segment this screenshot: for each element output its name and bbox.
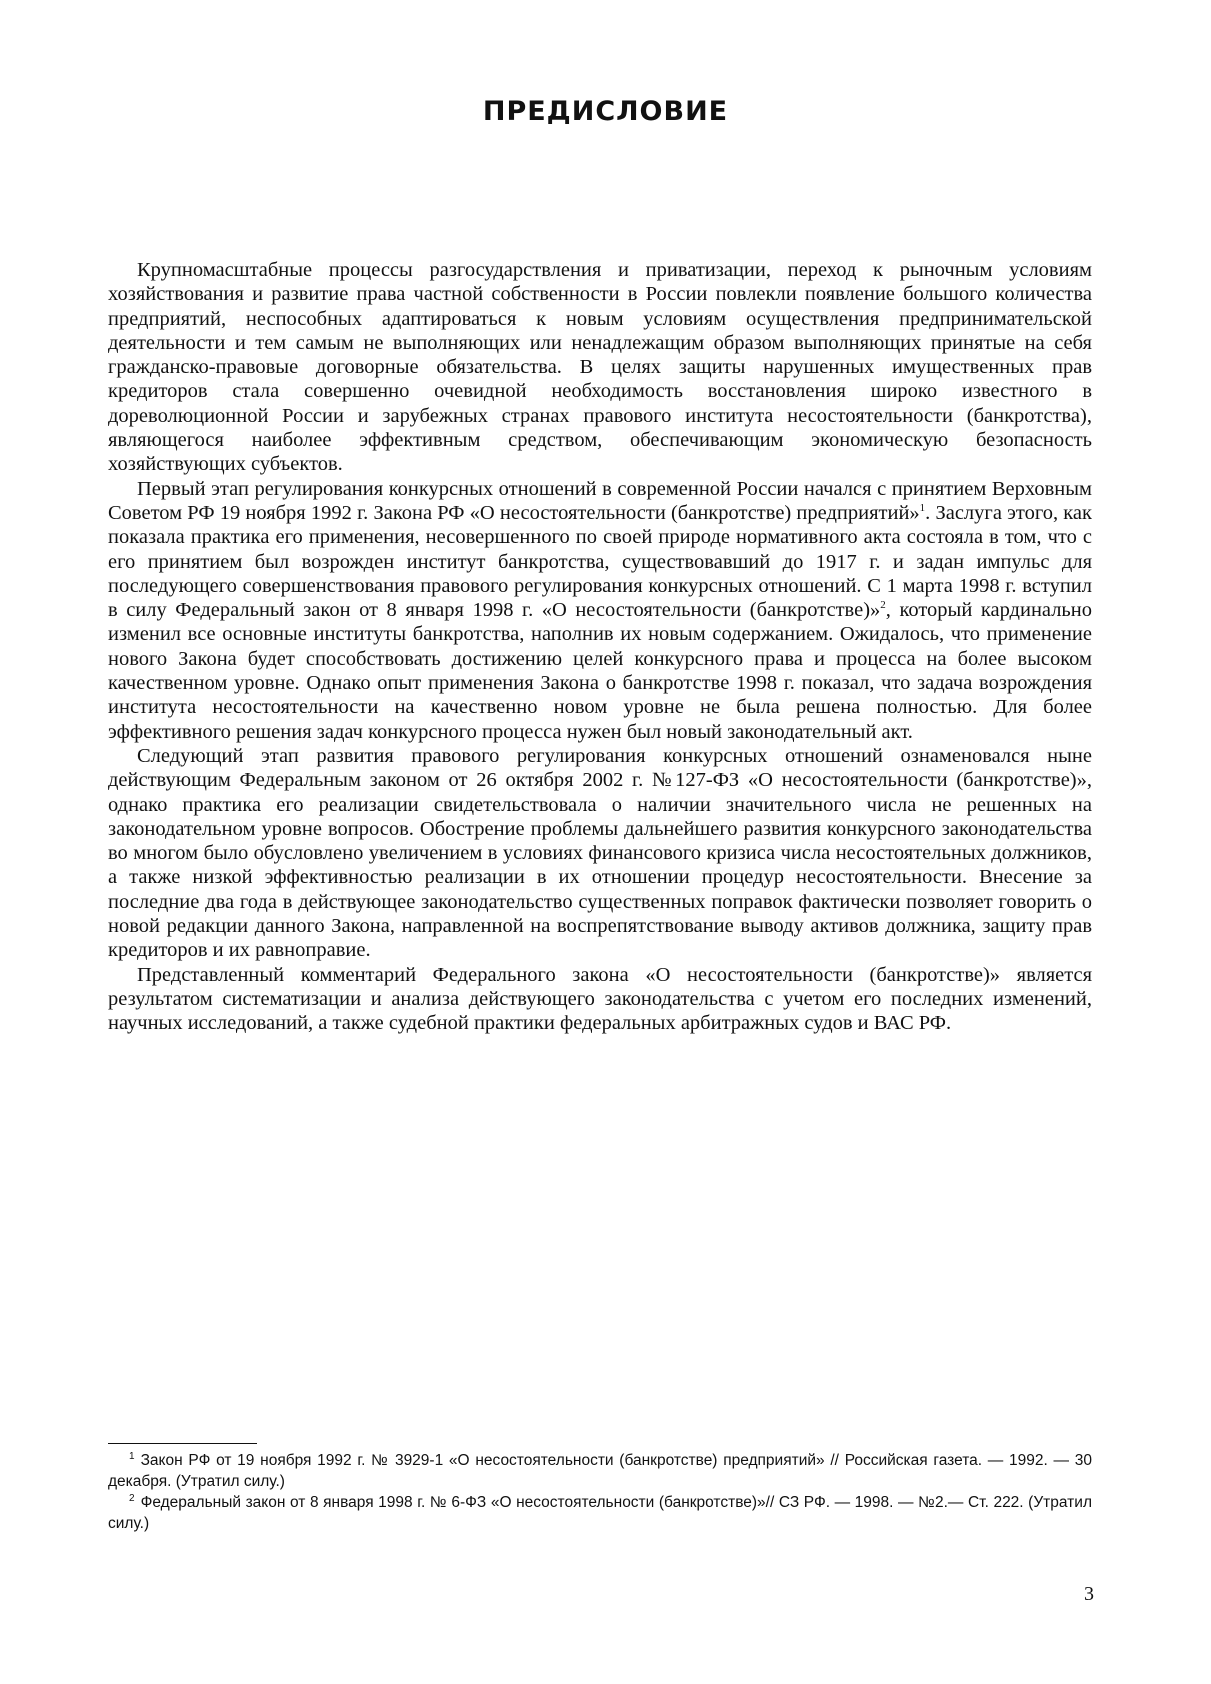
footnote-mark: 1: [129, 1450, 135, 1462]
paragraph-text: Следующий этап развития правового регулирования конкурсных отношений ознаменовался ныне действующим Федеральным законом от 26 октября 2002 г. №127-ФЗ «О несостоятельности (банкротстве)», однако практика его реализации свидетельствовала о наличии значительного числа не решенных на законодательном уровне вопросов. Обострение проблемы дальнейшего развития конкурсного законодательства во многом было обусловлено увеличением в условиях финансового кризиса числа несостоятельных должников, а также низкой эффективностью реализации в их отношении процедур несостоятельности. Внесение за последние два года в действующее законодательство существенных поправок фактически позволяет говорить о новой редакции данного Закона, направленной на воспрепятствование выводу активов должника, защиту прав кредиторов и их равноправие.: [108, 744, 1092, 962]
paragraph: [108, 258, 1092, 477]
paragraph: [108, 744, 1092, 963]
footnote-mark: 2: [129, 1492, 135, 1504]
footnote-reference[interactable]: 2: [880, 599, 886, 612]
page-title: ПРЕДИСЛОВИЕ: [482, 96, 729, 127]
preface-body: [108, 258, 1092, 1036]
footnote-reference[interactable]: 1: [919, 502, 926, 515]
footnote: [108, 1492, 1092, 1534]
paragraph-text: Первый этап регулирования конкурсных отношений в современной России начался с принятием Верховным Советом РФ 19 ноября 1992 г. Закона РФ «О несостоятельности (банкротстве) предприятий»: [108, 477, 1092, 524]
footnotes: [108, 1450, 1092, 1534]
paragraph-text: , который кардинально изменил все основные институты банкротства, наполнив их новым содержанием. Ожидалось, что применение нового Закона будет способствовать достижению целей конкурсного права и процесса на более высоком качественном уровне. Однако опыт применения Закона о банкротстве 1998 г. показал, что задача возрождения института несостоятельности на качественно новом уровне не была решена полностью. Для более эффективного решения задач конкурсного процесса нужен был новый законодательный акт.: [108, 599, 1092, 743]
footnote-text: Закон РФ от 19 ноября 1992 г. № 3929-1 «О несостоятельности (банкротстве) предприятий» // Российская газета. — 1992. — 30 декабря. (Утратил силу.): [108, 1452, 1092, 1490]
page-number: 3: [1084, 1583, 1094, 1605]
paragraph-text: Представленный комментарий Федерального закона «О несостоятельности (банкротстве)» является результатом систематизации и анализа действующего законодательства с учетом его последних изменений, научных исследований, а также судебной практики федеральных арбитражных судов и ВАС РФ.: [108, 963, 1092, 1035]
footnote-separator: [108, 1443, 257, 1444]
paragraph-text: Крупномасштабные процессы разгосударствления и приватизации, переход к рыночным условиям хозяйствования и развитие права частной собственности в России повлекли появление большого количества предприятий, неспособных адаптироваться к новым условиям осуществления предпринимательской деятельности и тем самым не выполняющих или ненадлежащим образом выполняющих принятые на себя гражданско-правовые договорные обязательства. В целях защиты нарушенных имущественных прав кредиторов стала совершенно очевидной необходимость восстановления широко известного в дореволюционной России и зарубежных странах правового института несостоятельности (банкротства), являющегося наиболее эффективным средством, обеспечивающим экономическую безопасность хозяйствующих субъектов.: [108, 259, 1092, 476]
footnote-text: Федеральный закон от 8 января 1998 г. № 6-ФЗ «О несостоятельности (банкротстве)»// СЗ РФ. — 1998. — №2.— Ст. 222. (Утратил силу.): [108, 1494, 1092, 1532]
paragraph: [108, 963, 1092, 1036]
paragraph: [108, 477, 1092, 744]
paragraph-text: . Заслуга этого, как показала практика его применения, несовершенного по своей природе нормативного акта состояла в том, что с его принятием был возрожден институт банкротства, существовавший до 1917 г. и задан импульс для последующего совершенствования правового регулирования конкурсных отношений. С 1 марта 1998 г. вступил в силу Федеральный закон от 8 января 1998 г. «О несостоятельности (банкротстве)»: [108, 501, 1092, 622]
footnote: [108, 1450, 1092, 1492]
